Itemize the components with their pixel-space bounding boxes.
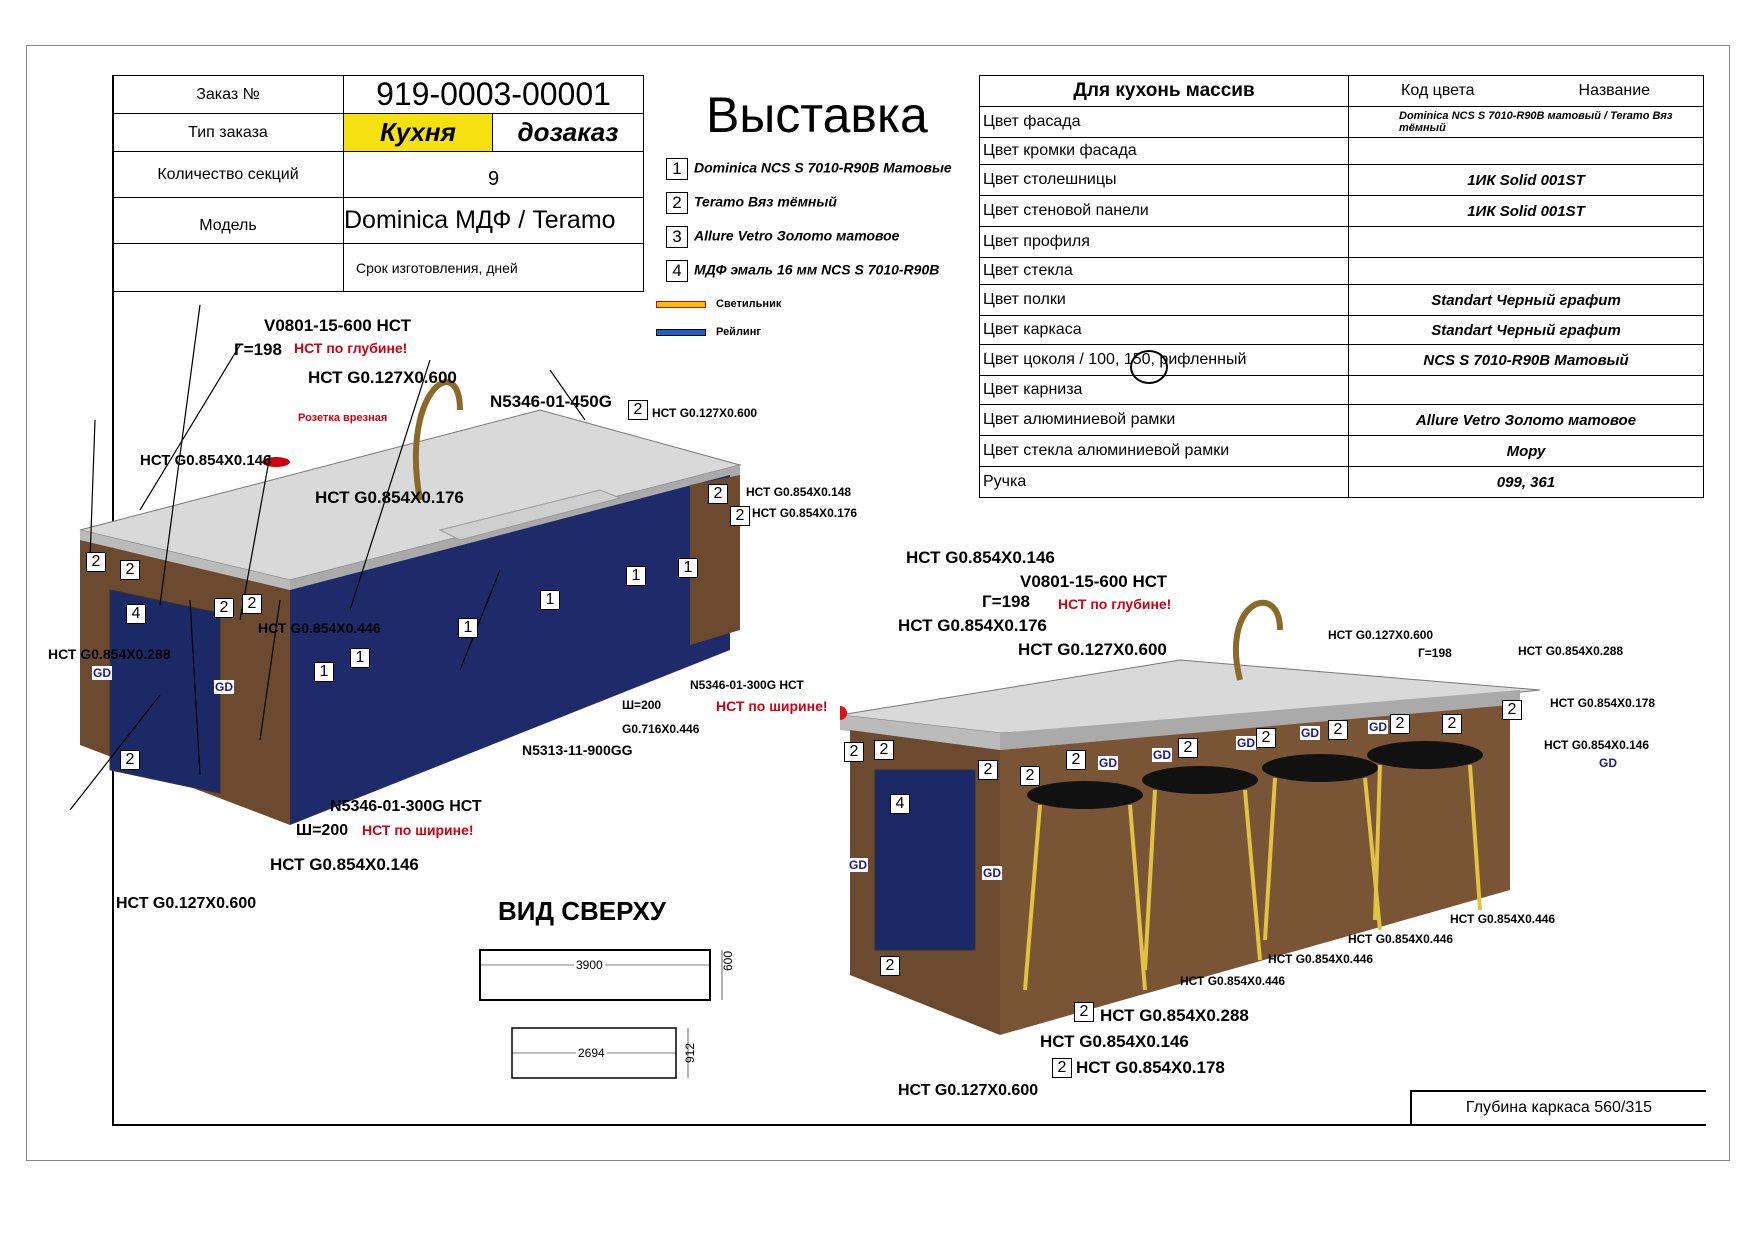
marker-4: 4 bbox=[126, 604, 146, 624]
marker-2: 2 bbox=[120, 750, 140, 770]
legend-text: Dominica NCS S 7010-R90B Матовые bbox=[694, 159, 952, 176]
marker-1: 1 bbox=[350, 648, 370, 668]
ann-right-15: НСТ G0.854X0.288 bbox=[1100, 1006, 1249, 1025]
red-note-socket: Розетка врезная bbox=[298, 412, 388, 424]
ann-left-12: N5346-01-300G НСТ bbox=[690, 678, 804, 692]
ann-right-4: НСТ G0.854X0.176 bbox=[898, 616, 1047, 635]
row-value: Dominica NCS S 7010-R90B матовый / Teramo Вяз тёмный bbox=[1349, 107, 1704, 138]
ann-left-7: НСТ G0.854X0.176 bbox=[315, 488, 464, 507]
ann-right-8: НСТ G0.854X0.288 bbox=[1518, 644, 1624, 658]
legend-num: 3 bbox=[666, 226, 688, 248]
legend-num: 2 bbox=[666, 192, 688, 214]
type-label: Тип заказа bbox=[113, 114, 344, 152]
row-label: Цвет стекла алюминиевой рамки bbox=[980, 436, 1349, 467]
gd-label: GD bbox=[1237, 736, 1255, 750]
row-label: Цвет карниза bbox=[980, 376, 1349, 405]
marker-2: 2 bbox=[1052, 1058, 1072, 1078]
red-note-depth-right: НСТ по глубине! bbox=[1058, 596, 1172, 612]
marker-2: 2 bbox=[730, 506, 750, 526]
ann-right-18: НСТ G0.127X0.600 bbox=[898, 1082, 1039, 1099]
ann-left-8: НСТ G0.854X0.148 bbox=[746, 485, 852, 499]
marker-4: 4 bbox=[890, 794, 910, 814]
gd-label: GD bbox=[93, 666, 111, 680]
ann-right-2: V0801-15-600 НСТ bbox=[1020, 572, 1167, 591]
gd-label: GD bbox=[849, 858, 867, 872]
type-value: Кухня bbox=[344, 114, 493, 152]
ann-right-16: НСТ G0.854X0.146 bbox=[1040, 1032, 1189, 1051]
marker-2: 2 bbox=[1328, 720, 1348, 740]
top-view-title: ВИД СВЕРХУ bbox=[498, 896, 666, 926]
ann-left-2: Г=198 bbox=[234, 340, 282, 359]
ann-left-14: G0.716X0.446 bbox=[622, 722, 700, 736]
marker-2: 2 bbox=[242, 594, 262, 614]
gd-label: GD bbox=[215, 680, 233, 694]
marker-2: 2 bbox=[880, 956, 900, 976]
legend-num: 1 bbox=[666, 158, 688, 180]
material-legend bbox=[666, 158, 952, 294]
marker-2: 2 bbox=[874, 740, 894, 760]
order-table bbox=[112, 75, 644, 292]
sections-label: Количество секций bbox=[113, 152, 344, 198]
row-value: Standart Черный графит bbox=[1349, 316, 1704, 345]
ann-right-6: НСТ G0.127X0.600 bbox=[1328, 628, 1434, 642]
legend-item bbox=[666, 158, 952, 192]
gd-label: GD bbox=[1599, 756, 1617, 770]
ann-left-11: НСТ G0.854X0.446 bbox=[258, 620, 381, 636]
ann-right-7: Г=198 bbox=[1418, 646, 1452, 660]
row-label: Цвет профиля bbox=[980, 227, 1349, 258]
ann-right-5: НСТ G0.127X0.600 bbox=[1018, 640, 1167, 659]
row-value bbox=[1349, 258, 1704, 285]
color-table bbox=[979, 75, 1704, 498]
left-island-illustration bbox=[40, 300, 860, 940]
marker-2: 2 bbox=[708, 484, 728, 504]
red-note-depth: НСТ по глубине! bbox=[294, 340, 408, 356]
row-label: Цвет каркаса bbox=[980, 316, 1349, 345]
dim-width-2: 2694 bbox=[578, 1046, 605, 1060]
marker-2: 2 bbox=[1020, 766, 1040, 786]
row-value: 1ИК Solid 001ST bbox=[1349, 196, 1704, 227]
gd-label: GD bbox=[1301, 726, 1319, 740]
ann-right-17: НСТ G0.854X0.178 bbox=[1076, 1058, 1225, 1077]
row-value: NCS S 7010-R90B Матовый bbox=[1349, 345, 1704, 376]
ann-right-9: НСТ G0.854X0.178 bbox=[1550, 696, 1656, 710]
term-label: Срок изготовления, дней bbox=[344, 244, 644, 292]
legend-item bbox=[666, 260, 952, 294]
ann-right-12: НСТ G0.854X0.446 bbox=[1348, 932, 1454, 946]
ann-left-9: НСТ G0.854X0.176 bbox=[752, 506, 858, 520]
marker-2: 2 bbox=[1074, 1002, 1094, 1022]
col-name: Название bbox=[1578, 82, 1651, 99]
legend-item bbox=[666, 226, 952, 260]
row-value bbox=[1349, 138, 1704, 165]
ann-left-17: Ш=200 bbox=[296, 822, 349, 839]
red-note-width-1: НСТ по ширине! bbox=[716, 698, 828, 714]
row-value bbox=[1349, 376, 1704, 405]
ann-right-11: НСТ G0.854X0.446 bbox=[1450, 912, 1556, 926]
model-value: Dominica МДФ / Teramo bbox=[344, 198, 644, 244]
ann-left-1: V0801-15-600 НСТ bbox=[264, 316, 411, 335]
row-value: 099, 361 bbox=[1349, 467, 1704, 498]
gd-label: GD bbox=[1153, 748, 1171, 762]
model-label: Модель bbox=[113, 198, 344, 244]
row-value: Мору bbox=[1349, 436, 1704, 467]
gd-label: GD bbox=[983, 866, 1001, 880]
legend-text: Allure Vetro Золото матовое bbox=[694, 227, 900, 244]
rail-label: Рейлинг bbox=[716, 326, 761, 338]
ann-left-13: Ш=200 bbox=[622, 698, 662, 712]
marker-1: 1 bbox=[540, 590, 560, 610]
marker-2: 2 bbox=[120, 560, 140, 580]
row-value: Standart Черный графит bbox=[1349, 285, 1704, 316]
light-label: Светильник bbox=[716, 298, 782, 310]
ann-right-10: НСТ G0.854X0.146 bbox=[1544, 738, 1650, 752]
ann-left-10: НСТ G0.854X0.288 bbox=[48, 646, 171, 662]
row-value: Allure Vetro Золото матовое bbox=[1349, 405, 1704, 436]
marker-2: 2 bbox=[1442, 714, 1462, 734]
ann-left-15: N5313-11-900GG bbox=[522, 742, 633, 758]
row-label: Цвет алюминиевой рамки bbox=[980, 405, 1349, 436]
gd-label: GD bbox=[1369, 720, 1387, 734]
ann-left-18: НСТ G0.854X0.146 bbox=[270, 855, 419, 874]
legend-text: Teramo Вяз тёмный bbox=[694, 193, 837, 210]
row-label: Цвет полки bbox=[980, 285, 1349, 316]
color-col-headers bbox=[1349, 76, 1704, 107]
marker-1: 1 bbox=[678, 558, 698, 578]
plinth-label: Цвет цоколя / 100, 150, рифленный bbox=[983, 351, 1247, 368]
sections-value: 9 bbox=[344, 152, 644, 198]
ann-right-13: НСТ G0.854X0.446 bbox=[1268, 952, 1374, 966]
marker-1: 1 bbox=[458, 618, 478, 638]
marker-2: 2 bbox=[1390, 714, 1410, 734]
ann-left-3: НСТ G0.127X0.600 bbox=[308, 368, 457, 387]
marker-2: 2 bbox=[628, 400, 648, 420]
ann-left-19: НСТ G0.127X0.600 bbox=[116, 895, 257, 912]
marker-2: 2 bbox=[1502, 700, 1522, 720]
ann-left-16: N5346-01-300G НСТ bbox=[330, 798, 482, 815]
order-number: 919-0003-00001 bbox=[344, 76, 644, 114]
marker-2: 2 bbox=[214, 598, 234, 618]
order-label: Заказ № bbox=[113, 76, 344, 114]
ann-left-6: НСТ G0.854X0.146 bbox=[140, 452, 272, 469]
legend-text: МДФ эмаль 16 мм NCS S 7010-R90B bbox=[694, 261, 940, 278]
legend-num: 4 bbox=[666, 260, 688, 282]
marker-1: 1 bbox=[626, 566, 646, 586]
page-title: Выставка bbox=[706, 87, 928, 143]
row-value: 1ИК Solid 001ST bbox=[1349, 165, 1704, 196]
row-label: Цвет кромки фасада bbox=[980, 138, 1349, 165]
frame-depth-note: Глубина каркаса 560/315 bbox=[1410, 1090, 1706, 1124]
highlight-circle bbox=[1130, 350, 1168, 384]
row-label: Цвет столешницы bbox=[980, 165, 1349, 196]
type-extra: дозаказ bbox=[493, 114, 644, 152]
gd-label: GD bbox=[1099, 756, 1117, 770]
marker-2: 2 bbox=[1256, 728, 1276, 748]
term-empty bbox=[113, 244, 344, 292]
row-label: Цвет стекла bbox=[980, 258, 1349, 285]
marker-2: 2 bbox=[1066, 750, 1086, 770]
marker-1: 1 bbox=[314, 662, 334, 682]
row-label: Цвет стеновой панели bbox=[980, 196, 1349, 227]
marker-2: 2 bbox=[978, 760, 998, 780]
marker-2: 2 bbox=[1178, 738, 1198, 758]
marker-2: 2 bbox=[86, 552, 106, 572]
color-header: Для кухонь массив bbox=[980, 76, 1349, 107]
ann-right-1: НСТ G0.854X0.146 bbox=[906, 548, 1055, 567]
red-note-width-2: НСТ по ширине! bbox=[362, 822, 474, 838]
dim-height-2: 912 bbox=[683, 1042, 698, 1064]
ann-right-3: Г=198 bbox=[982, 592, 1030, 611]
marker-2: 2 bbox=[844, 742, 864, 762]
ann-left-5: НСТ G0.127X0.600 bbox=[652, 406, 758, 420]
dim-width-1: 3900 bbox=[576, 958, 603, 972]
row-label: Цвет фасада bbox=[980, 107, 1349, 138]
col-code: Код цвета bbox=[1401, 82, 1475, 99]
ann-left-4: N5346-01-450G bbox=[490, 392, 612, 411]
row-value bbox=[1349, 227, 1704, 258]
ann-right-14: НСТ G0.854X0.446 bbox=[1180, 974, 1286, 988]
row-label: Ручка bbox=[980, 467, 1349, 498]
legend-item bbox=[666, 192, 952, 226]
top-view-drawing bbox=[460, 935, 750, 1095]
dim-height-1: 600 bbox=[721, 950, 736, 972]
